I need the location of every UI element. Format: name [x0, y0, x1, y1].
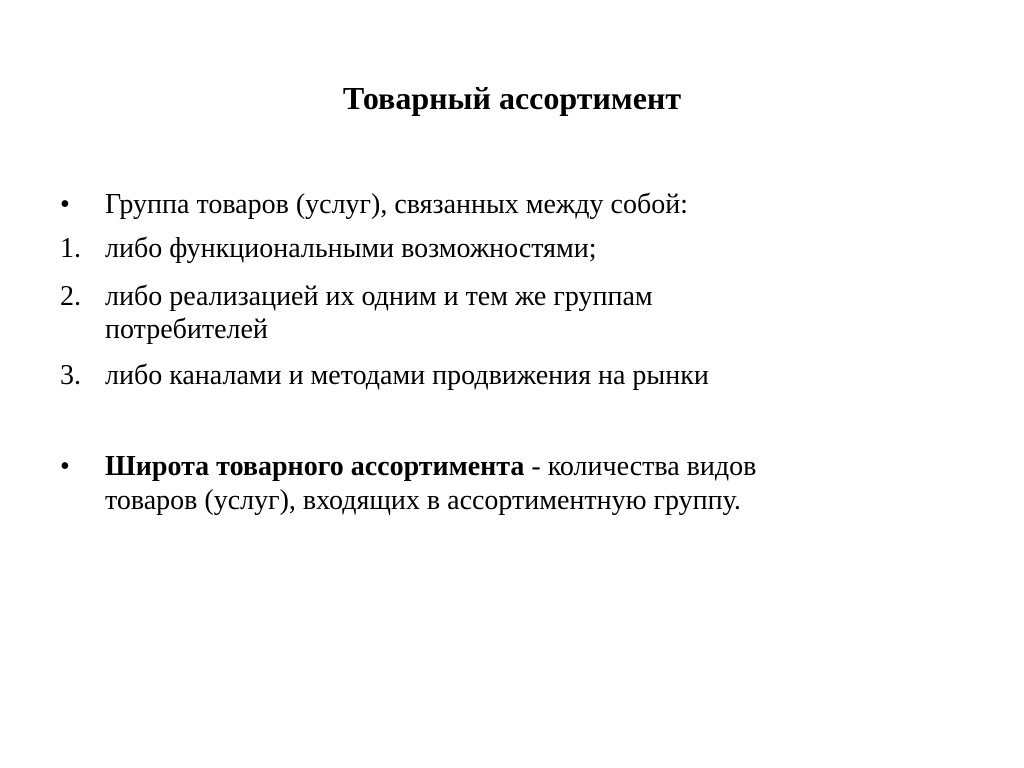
list-number: 3.	[60, 360, 81, 391]
list-item-text: либо реализацией их одним и тем же группам	[105, 281, 653, 312]
list-number: 1.	[60, 233, 81, 264]
definition-line	[105, 450, 756, 484]
list-item-text: либо каналами и методами продвижения на рынки	[105, 360, 709, 391]
intro-text: Группа товаров (услуг), связанных между собой:	[105, 189, 688, 220]
list-number: 2.	[60, 281, 81, 312]
bullet-marker: •	[60, 189, 70, 220]
definition-term: Широта товарного ассортимента	[105, 451, 525, 482]
list-item-text-continued: потребителей	[105, 314, 268, 345]
definition-text-continued: товаров (услуг), входящих в ассортиментную группу.	[105, 485, 741, 516]
bullet-marker: •	[60, 451, 70, 482]
slide-title: Товарный ассортимент	[342, 80, 682, 116]
list-item-text: либо функциональными возможностями;	[105, 233, 597, 264]
definition-text: - количества видов	[524, 451, 757, 482]
